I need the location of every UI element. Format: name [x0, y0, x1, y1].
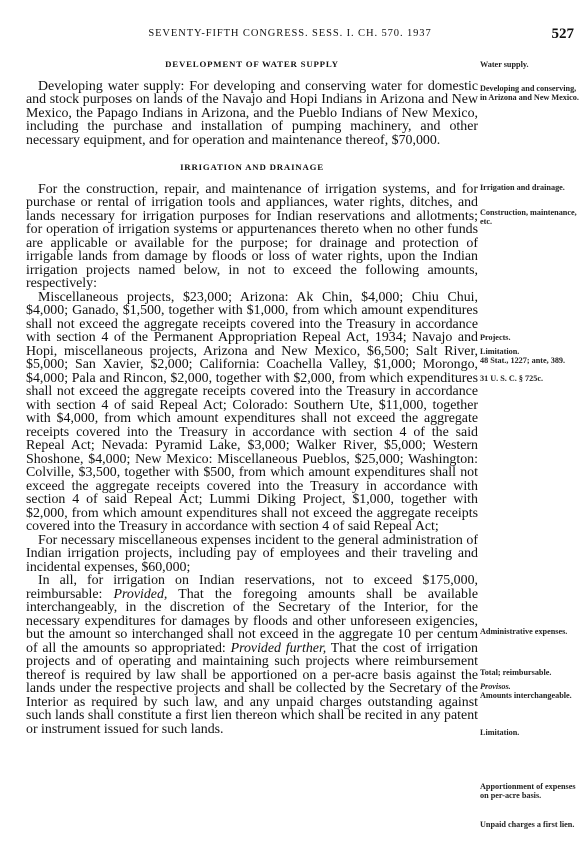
margin-note-usc-ref: 31 U. S. C. § 725c. — [480, 374, 543, 383]
margin-note-apportionment: Apportionment of expenses on per-acre basis. — [480, 782, 576, 800]
total-text-b: That the foregoing amounts shall be available interchangeably, in the discretion of the Secretary of the Interior, for the necessary expenditures for damages by floods and other unforeseen exigencies, but the amount so interchanged shall not exceed in the aggregate 10 per centum of all the amounts so appropriated: — [26, 586, 478, 656]
paragraph-administrative: For necessary miscellaneous expenses incident to the general administration of Indian irrigation projects, including pay of employees and their traveling and incidental expenses, $60,000; — [26, 532, 478, 575]
section-heading-irrigation: IRRIGATION AND DRAINAGE — [180, 162, 324, 172]
margin-note-limitation: Limitation. — [480, 728, 520, 737]
margin-note-construction: Construction, maintenance, etc. — [480, 208, 577, 226]
provisos-label: Provisos. — [480, 682, 511, 691]
section-heading-water-supply: DEVELOPMENT OF WATER SUPPLY — [165, 59, 339, 69]
page-number: 527 — [551, 26, 574, 42]
running-header — [0, 26, 586, 46]
margin-note-total: Total; reimbursable. — [480, 668, 552, 677]
margin-note-water-supply: Water supply. — [480, 60, 529, 69]
total-text-a: In all, for irrigation on Indian reservations, not to exceed $175,000, reimbursable: — [26, 573, 478, 602]
paragraph-irrigation-intro: For the construction, repair, and maintenance of irrigation systems, and for purchase or rental of irrigation tools and appliances, water rights, ditches, and lands necessary for irrigation purposes for Indian reservations and allotments; for operation of irrigation systems or appurtenances thereto when no other funds are applicable or available for the purpose; for drainage and protection of irrigable lands from damage by floods or loss of water rights, upon the Indian irrigation projects named below, in not to exceed the following amounts, respectively: — [26, 181, 478, 291]
running-head: SEVENTY-FIFTH CONGRESS. SESS. I. CH. 570. 1937 — [148, 28, 432, 39]
paragraph-total — [26, 574, 478, 736]
total-text-c: That the cost of irrigation projects and of operating and maintaining such projects where reimbursement thereof is required by law shall be apportioned on a per-acre basis against the lands under the respective projects and shall be collected by the Secretary of the Interior as required by such law, and any unpaid charges outstanding against such lands shall constitute a first lien thereon which shall be recited in any patent or instrument issued for such lands. — [26, 640, 478, 737]
margin-note-developing: Developing and conserving, in Arizona and New Mexico. — [480, 84, 579, 102]
margin-note-projects: Projects. — [480, 333, 511, 342]
main-text — [26, 58, 478, 736]
provided-further-word: Provided further, — [230, 640, 327, 656]
margin-note-provisos — [480, 682, 584, 691]
margin-note-limitation-ref: Limitation. — [480, 347, 520, 356]
margin-note-unpaid-charges: Unpaid charges a first lien. — [480, 820, 575, 829]
margin-note-administrative: Administrative expenses. — [480, 627, 568, 636]
margin-note-amounts-interchangeable: Amounts interchangeable. — [480, 691, 572, 700]
margin-note-irrigation-drainage: Irrigation and drainage. — [480, 183, 565, 192]
paragraph-projects: Miscellaneous projects, $23,000; Arizona: Ak Chin, $4,000; Chiu Chui, $4,000; Ganado, $1,500, together with $1,000, from which amount expenditures shall not exceed the aggregate receipts covered into the Treasury in accordance with section 4 of the Permanent Appropriation Repeal Act, 1934; Navajo and Hopi, miscellaneous projects, Arizona and New Mexico, $6,500; Salt River, $5,000; San Xavier, $2,000; California: Coachella Valley, $1,000; Morongo, $4,000; Pala and Rincon, $2,000, together with $2,000, from which expenditures shall not exceed the aggregate receipts covered into the Treasury in accordance with section 4 of said Repeal Act; Colorado: Southern Ute, $11,000, together with $4,000, from which amount expenditures shall not exceed the aggregate receipts covered into the Treasury in accordance with section 4 of the said Repeal Act; Nevada: Pyramid Lake, $3,000; Walker River, $5,000; Western Shoshone, $4,000; New Mexico: Miscellaneous Pueblos, $25,000; Washington: Colville, $3,500, together with $500, from which amount expenditures shall not exceed the aggregate receipts covered into the Treasury in accordance with section 4 of said Repeal Act; Lummi Diking Project, $1,000, together with $2,000, from which amount expenditures shall not exceed the aggregate receipts covered into the Treasury in accordance with section 4 of said Repeal Act; — [26, 289, 478, 534]
provided-word: Provided, — [113, 586, 168, 602]
margin-note-stat-ref: 48 Stat., 1227; ante, 389. — [480, 356, 566, 365]
paragraph-water-supply: Developing water supply: For developing and conserving water for domestic and stock purposes on lands of the Navajo and Hopi Indians in Arizona and New Mexico, the Papago Indians in Arizona, and the Pueblo Indians of New Mexico, including the purchase and installation of pumping machinery, and other necessary equipment, and for operation and maintenance thereof, $70,000. — [26, 78, 478, 148]
